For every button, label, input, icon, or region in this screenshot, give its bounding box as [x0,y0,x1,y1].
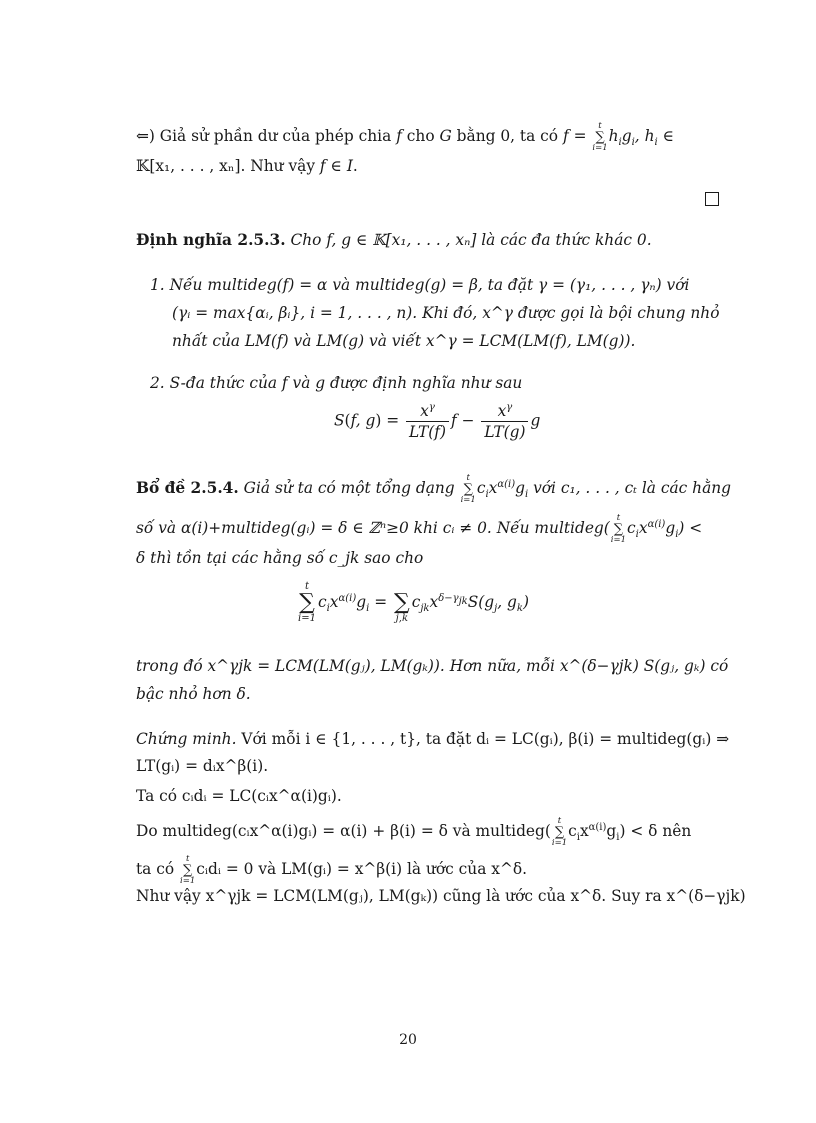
proof-line-2: LT(gᵢ) = dᵢx^β(i). [136,757,269,775]
definition-item-1-line-2: (γᵢ = max{αᵢ, βᵢ}, i = 1, . . . , n). Khi đó, x^γ được gọi là bội chung nhỏ [172,304,720,322]
definition-item-2: 2. S-đa thức của f và g được định nghĩa như sau [150,374,523,392]
s-polynomial-formula: S(f, g) = $\frac{x^\gamma}{LT(f)}$ f − $\frac{x^\gamma}{LT(g)}$ g [334,402,541,442]
proof-line-3: Ta có cᵢdᵢ = LC(cᵢx^α(i)gᵢ). [136,787,342,805]
proof-line-4: Do multideg(cᵢx^α(i)gᵢ) = α(i) + β(i) = δ và multideg( t ∑ i=1 $c_ix^{\alpha(i)}g_i) < \delta$ nên [136,816,692,848]
lemma-line-2: số và α(i)+multideg(gᵢ) = δ ∈ ℤⁿ≥0 khi cᵢ ≠ 0. Nếu multideg( t ∑ i=1 $c_ix^{\alpha(i)}g_i$) < [136,513,703,545]
lemma-line-5: bậc nhỏ hơn δ. [136,685,251,703]
proof-line-5: ta có t ∑ i=1 cᵢdᵢ = 0 và LM(gᵢ) = x^β(i) là ước của x^δ. [136,854,528,886]
definition-item-1-line-1: 1. Nếu multideg(f) = α và multideg(g) = β, ta đặt γ = (γ₁, . . . , γₙ) với [150,276,690,294]
lemma-line-4: trong đó x^γjk = LCM(LM(gⱼ), LM(gₖ)). Hơn nữa, mỗi x^(δ−γjk) S(gⱼ, gₖ) có [136,657,729,675]
definition-item-1-line-3: nhất của LM(f) và LM(g) và viết x^γ = LCM(LM(f), LM(g)). [172,332,636,350]
definition-intro: Định nghĩa 2.5.3. Cho f, g ∈ 𝕂[x₁, . . . , xₙ] là các đa thức khác 0. [136,231,652,249]
qed-box-icon [705,192,719,206]
page-number: 20 [399,1032,417,1048]
proof-line-1: Chứng minh. Với mỗi i ∈ {1, . . . , t}, ta đặt dᵢ = LC(gᵢ), β(i) = multideg(gᵢ) ⇒ [136,730,730,748]
proof-tail-line-1: ⇐) Giả sử phần dư của phép chia f cho G bằng 0, ta có f = t ∑ i=1 $h_ig_i$, $h_i$ ∈ [136,121,674,153]
lemma-line-3: δ thì tồn tại các hằng số c_jk sao cho [136,549,424,567]
lemma-line-1: Bổ đề 2.5.4. Giả sử ta có một tổng dạng t ∑ i=1 $c_ix^{\alpha(i)}g_i$ với c₁, . . . , cₜ là các hằng [136,473,732,505]
proof-line-6: Như vậy x^γjk = LCM(LM(gⱼ), LM(gₖ)) cũng là ước của x^δ. Suy ra x^(δ−γjk) [136,887,746,905]
proof-tail-line-2: 𝕂[x₁, . . . , xₙ]. Như vậy f ∈ I. [136,157,358,175]
lemma-sum-formula: t ∑ i=1 $c_ix^{\alpha(i)}g_i$ = ∑ j,k $c_{jk}x^{\delta-\gamma_{jk}}S(g_j$, $g_k$) [298,581,529,624]
